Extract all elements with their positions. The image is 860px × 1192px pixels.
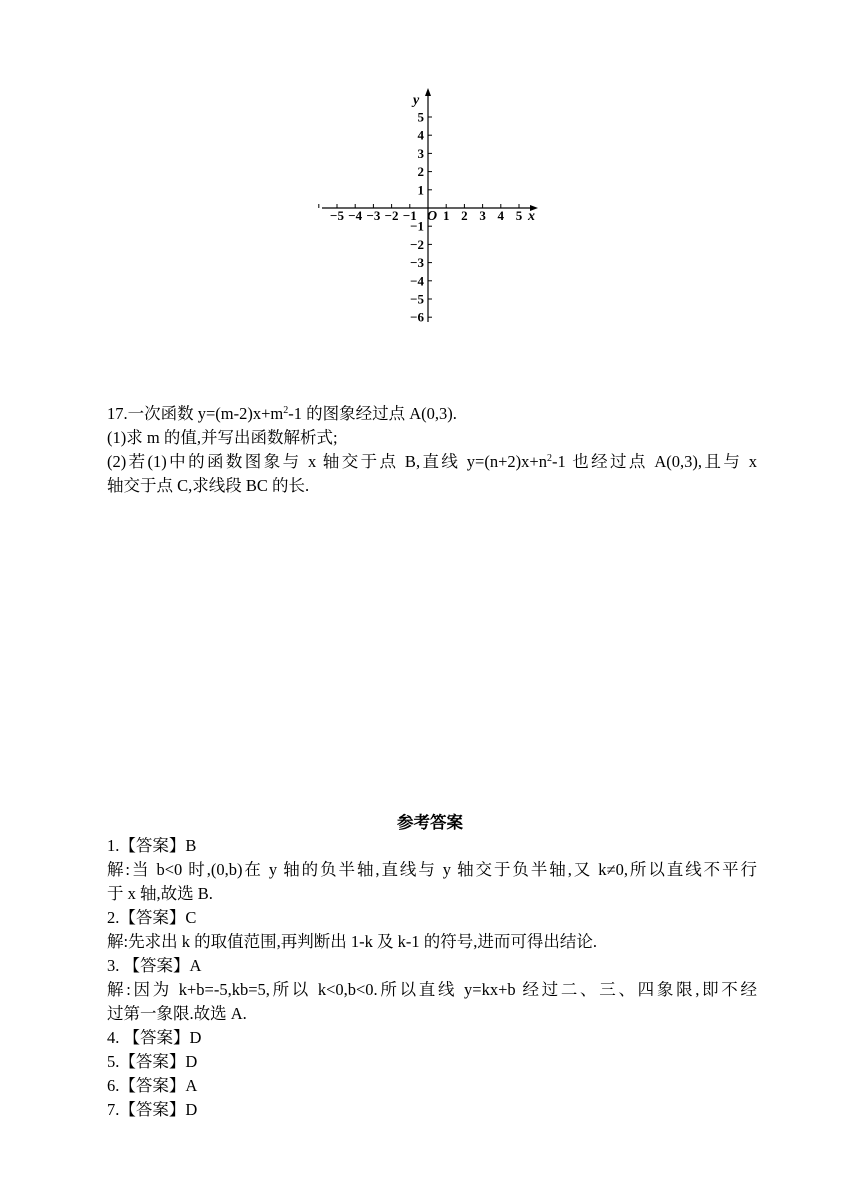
y-tick-label: 1 [417, 182, 424, 198]
x-tick-label: −1 [402, 208, 417, 223]
origin-label: O [427, 209, 438, 224]
y-axis-arrow [425, 88, 431, 96]
answer-line: 6.【答案】A [107, 1076, 198, 1095]
question17-part2-line2: 轴交于点 C,求线段 BC 的长. [107, 476, 310, 495]
x-tick-label: −4 [348, 208, 363, 223]
y-axis-label: y [413, 93, 420, 108]
answers-title: 参考答案 [397, 813, 463, 832]
answer-line: 4. 【答案】D [107, 1028, 202, 1047]
axes [322, 88, 538, 322]
y-tick-label: −4 [410, 273, 424, 289]
y-tick-label: 3 [417, 145, 424, 161]
y-tick-label: −3 [410, 255, 424, 271]
answer-line: 7.【答案】D [107, 1100, 198, 1119]
question17-part1: (1)求 m 的值,并写出函数解析式; [107, 428, 338, 447]
y-tick-label: 4 [417, 127, 424, 143]
x-tick-label: 5 [515, 208, 523, 223]
answer-line: 5.【答案】D [107, 1052, 198, 1071]
stem-text-a: 17.一次函数 y=(m-2)x+m [107, 404, 284, 423]
answer-line: 2.【答案】C [107, 908, 197, 927]
stem-text-b: -1 的图象经过点 A(0,3). [288, 404, 457, 423]
part2-text-b: -1 也经过点 A(0,3),且与 x [551, 452, 757, 471]
answer-line: 解:因为 k+b=-5,kb=5,所以 k<0,b<0.所以直线 y=kx+b 经过二、三、四象限,即不经 [107, 980, 757, 999]
x-tick-label: 1 [442, 208, 450, 223]
y-tick-label: −6 [410, 309, 424, 325]
coordinate-grid-figure [310, 86, 550, 326]
y-tick-label: −5 [410, 291, 424, 307]
y-tick-label: 2 [417, 164, 424, 180]
question17-stem [107, 402, 757, 425]
x-tick-label: −2 [384, 208, 399, 223]
part2-superscript: 2 [546, 453, 552, 464]
answer-line: 1.【答案】B [107, 836, 197, 855]
x-axis-label: x [528, 209, 535, 224]
x-tick-label: −3 [366, 208, 381, 223]
answer-line: 3. 【答案】A [107, 956, 202, 975]
answer-line: 过第一象限.故选 A. [107, 1004, 247, 1023]
x-tick-label: 3 [479, 208, 486, 223]
y-tick-label: 5 [417, 109, 424, 125]
x-tick-label: −5 [330, 208, 344, 223]
answer-line: 解:当 b<0 时,(0,b)在 y 轴的负半轴,直线与 y 轴交于负半轴,又 k≠0,所以直线不平行 [107, 860, 757, 879]
y-tick-label: −1 [410, 218, 424, 234]
y-tick-label: −2 [410, 236, 424, 252]
stem-superscript: 2 [283, 405, 289, 416]
x-tick-label: 4 [497, 208, 505, 223]
part2-text-a: (2)若(1)中的函数图象与 x 轴交于点 B,直线 y=(n+2)x+n [107, 452, 547, 471]
answer-line: 解:先求出 k 的取值范围,再判断出 1-k 及 k-1 的符号,进而可得出结论. [107, 932, 597, 951]
question17-part2-line1 [107, 450, 757, 473]
answer-line: 于 x 轴,故选 B. [107, 884, 213, 903]
x-tick-label: 2 [461, 208, 468, 223]
